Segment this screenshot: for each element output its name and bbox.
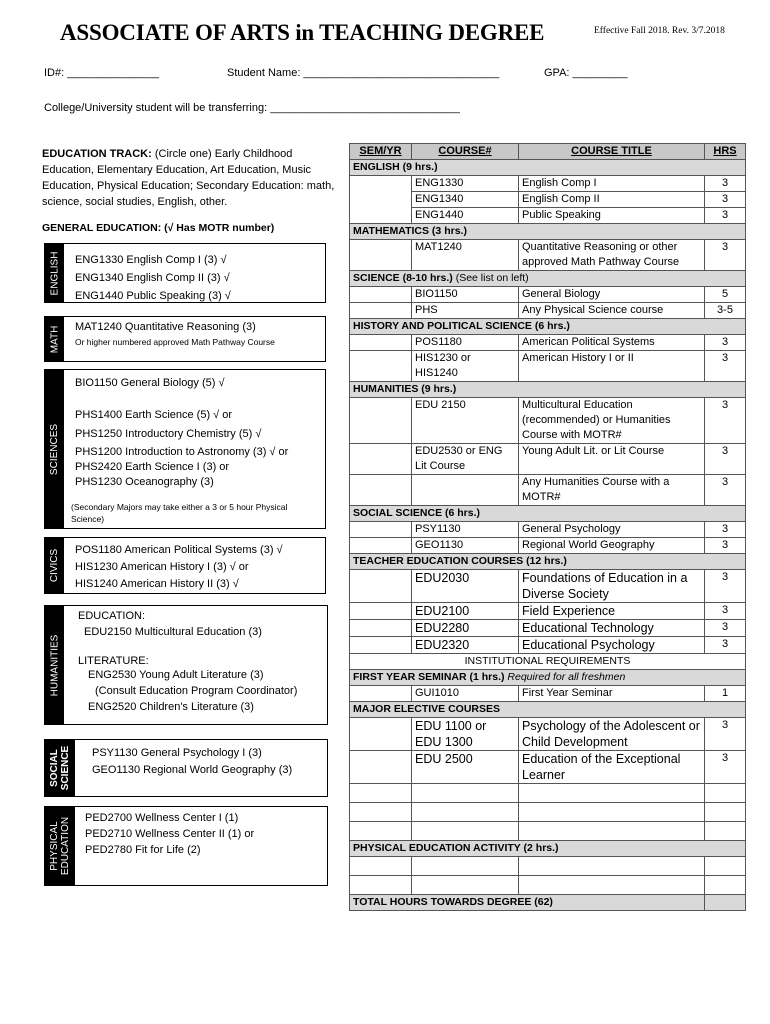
course-title: Foundations of Education in a Diverse Society bbox=[519, 570, 705, 603]
sem-yr-cell[interactable] bbox=[350, 718, 412, 751]
id-field-label: ID#: _______________ bbox=[44, 67, 159, 79]
sciences-course-2: PHS1400 Earth Science (5) √ or bbox=[75, 409, 233, 421]
header-hrs: HRS bbox=[705, 144, 746, 160]
course-num: EDU2280 bbox=[412, 620, 519, 637]
table-row bbox=[350, 570, 746, 603]
section-row bbox=[350, 224, 746, 240]
course-num: EDU2030 bbox=[412, 570, 519, 603]
education-track bbox=[42, 146, 342, 210]
course-title-cell[interactable] bbox=[519, 822, 705, 841]
sem-yr-cell[interactable] bbox=[350, 620, 412, 637]
sciences-note: (Secondary Majors may take either a 3 or 5 hour Physical Science) bbox=[71, 502, 288, 524]
course-title: General Psychology bbox=[519, 522, 705, 538]
physical-education-box bbox=[44, 806, 328, 886]
course-num: PSY1130 bbox=[412, 522, 519, 538]
civics-course-2: HIS1230 American History I (3) √ or bbox=[75, 561, 249, 573]
table-row bbox=[350, 287, 746, 303]
sciences-course-6: PHS1230 Oceanography (3) bbox=[75, 476, 214, 488]
english-course-3: ENG1440 Public Speaking (3) √ bbox=[75, 290, 231, 302]
course-title: Quantitative Reasoning or other approved Math Pathway Course bbox=[519, 240, 705, 271]
course-num: ENG1440 bbox=[412, 208, 519, 224]
course-hrs: 3 bbox=[705, 538, 746, 554]
table-row bbox=[350, 718, 746, 751]
course-title: First Year Seminar bbox=[519, 686, 705, 702]
total-hours-label: TOTAL HOURS TOWARDS DEGREE (62) bbox=[350, 895, 705, 911]
total-hours-cell[interactable] bbox=[705, 895, 746, 911]
section-social-science: SOCIAL SCIENCE (6 hrs.) bbox=[350, 506, 746, 522]
course-num: ENG1340 bbox=[412, 192, 519, 208]
table-row bbox=[350, 603, 746, 620]
course-num-cell[interactable] bbox=[412, 803, 519, 822]
course-title: Psychology of the Adolescent or Child Development bbox=[519, 718, 705, 751]
table-row bbox=[350, 538, 746, 554]
course-title: American History I or II bbox=[519, 351, 705, 382]
sem-yr-cell[interactable] bbox=[350, 857, 412, 876]
total-row bbox=[350, 895, 746, 911]
course-num: HIS1230 or HIS1240 bbox=[412, 351, 519, 382]
table-row bbox=[350, 803, 746, 822]
course-hrs-cell[interactable] bbox=[705, 784, 746, 803]
course-num bbox=[412, 475, 519, 506]
institutional-requirements: INSTITUTIONAL REQUIREMENTS bbox=[350, 654, 746, 670]
course-num: EDU 1100 or EDU 1300 bbox=[412, 718, 519, 751]
course-hrs: 3 bbox=[705, 570, 746, 603]
course-title: Young Adult Lit. or Lit Course bbox=[519, 444, 705, 475]
math-note: Or higher numbered approved Math Pathway Course bbox=[75, 337, 275, 347]
civics-box bbox=[44, 537, 326, 594]
table-row bbox=[350, 303, 746, 319]
table-row bbox=[350, 857, 746, 876]
course-title: Any Physical Science course bbox=[519, 303, 705, 319]
course-hrs: 3 bbox=[705, 176, 746, 192]
gpa-field-label: GPA: _________ bbox=[544, 67, 628, 79]
civics-side-label: CIVICS bbox=[45, 538, 64, 593]
humanities-side-label: HUMANITIES bbox=[45, 606, 64, 724]
course-title: Regional World Geography bbox=[519, 538, 705, 554]
course-table bbox=[349, 143, 746, 911]
civics-course-3: HIS1240 American History II (3) √ bbox=[75, 578, 239, 590]
section-english: ENGLISH (9 hrs.) bbox=[350, 160, 746, 176]
sem-yr-cell[interactable] bbox=[350, 398, 412, 444]
course-hrs: 3 bbox=[705, 335, 746, 351]
page-title: ASSOCIATE OF ARTS in TEACHING DEGREE bbox=[60, 20, 545, 45]
table-header-row bbox=[350, 144, 746, 160]
course-hrs: 3 bbox=[705, 718, 746, 751]
course-hrs: 3 bbox=[705, 240, 746, 271]
section-teacher-education: TEACHER EDUCATION COURSES (12 hrs.) bbox=[350, 554, 746, 570]
course-num: EDU 2150 bbox=[412, 398, 519, 444]
course-hrs: 3 bbox=[705, 620, 746, 637]
pe-course-3: PED2780 Fit for Life (2) bbox=[85, 844, 201, 856]
humanities-course-3: ENG2520 Children's Literature (3) bbox=[88, 701, 254, 713]
course-title-cell[interactable] bbox=[519, 803, 705, 822]
course-num: GEO1130 bbox=[412, 538, 519, 554]
sem-yr-cell[interactable] bbox=[350, 303, 412, 319]
sciences-course-3: PHS1250 Introductory Chemistry (5) √ bbox=[75, 428, 262, 440]
sem-yr-cell[interactable] bbox=[350, 570, 412, 603]
sem-yr-cell[interactable] bbox=[350, 603, 412, 620]
course-num: EDU2320 bbox=[412, 637, 519, 654]
course-hrs: 3 bbox=[705, 637, 746, 654]
section-major-elective: MAJOR ELECTIVE COURSES bbox=[350, 702, 746, 718]
course-num: MAT1240 bbox=[412, 240, 519, 271]
course-num-cell[interactable] bbox=[412, 857, 519, 876]
section-history: HISTORY AND POLITICAL SCIENCE (6 hrs.) bbox=[350, 319, 746, 335]
humanities-note: (Consult Education Program Coordinator) bbox=[95, 685, 298, 697]
transfer-field-label: College/University student will be transferring: _______________________________ bbox=[44, 102, 460, 114]
section-row bbox=[350, 841, 746, 857]
sem-yr-cell[interactable] bbox=[350, 803, 412, 822]
table-row bbox=[350, 176, 746, 192]
english-box bbox=[44, 243, 326, 303]
sciences-course-4: PHS1200 Introduction to Astronomy (3) √ or bbox=[75, 446, 289, 458]
sciences-box bbox=[44, 369, 326, 529]
course-hrs: 3 bbox=[705, 522, 746, 538]
sem-yr-cell[interactable] bbox=[350, 287, 412, 303]
section-physical-education: PHYSICAL EDUCATION ACTIVITY (2 hrs.) bbox=[350, 841, 746, 857]
course-hrs: 5 bbox=[705, 287, 746, 303]
section-row bbox=[350, 670, 746, 686]
english-course-1: ENG1330 English Comp I (3) √ bbox=[75, 254, 227, 266]
course-num: PHS bbox=[412, 303, 519, 319]
pe-course-1: PED2700 Wellness Center I (1) bbox=[85, 812, 239, 824]
section-row bbox=[350, 554, 746, 570]
table-row bbox=[350, 751, 746, 784]
course-title: Education of the Exceptional Learner bbox=[519, 751, 705, 784]
sem-yr-cell[interactable] bbox=[350, 176, 412, 224]
sem-yr-cell[interactable] bbox=[350, 475, 412, 506]
course-title-cell[interactable] bbox=[519, 857, 705, 876]
course-title-cell[interactable] bbox=[519, 784, 705, 803]
section-row bbox=[350, 382, 746, 398]
table-row bbox=[350, 876, 746, 895]
course-hrs: 3 bbox=[705, 444, 746, 475]
course-num-cell[interactable] bbox=[412, 876, 519, 895]
table-row bbox=[350, 822, 746, 841]
course-title: General Biology bbox=[519, 287, 705, 303]
social-course-2: GEO1130 Regional World Geography (3) bbox=[92, 764, 293, 776]
table-row bbox=[350, 398, 746, 444]
table-row bbox=[350, 686, 746, 702]
section-science: SCIENCE (8-10 hrs.) (See list on left) bbox=[350, 271, 746, 287]
sem-yr-cell[interactable] bbox=[350, 822, 412, 841]
sem-yr-cell[interactable] bbox=[350, 240, 412, 271]
table-row bbox=[350, 475, 746, 506]
civics-course-1: POS1180 American Political Systems (3) √ bbox=[75, 544, 283, 556]
course-num: EDU 2500 bbox=[412, 751, 519, 784]
table-row bbox=[350, 335, 746, 351]
english-side-label: ENGLISH bbox=[45, 244, 64, 302]
course-hrs: 3 bbox=[705, 475, 746, 506]
course-hrs: 3 bbox=[705, 192, 746, 208]
english-course-2: ENG1340 English Comp II (3) √ bbox=[75, 272, 230, 284]
course-title: English Comp I bbox=[519, 176, 705, 192]
effective-date: Effective Fall 2018. Rev. 3/7.2018 bbox=[594, 26, 725, 36]
table-row bbox=[350, 522, 746, 538]
table-row bbox=[350, 444, 746, 475]
sem-yr-cell[interactable] bbox=[350, 444, 412, 475]
sem-yr-cell[interactable] bbox=[350, 351, 412, 382]
course-title: Public Speaking bbox=[519, 208, 705, 224]
course-hrs-cell[interactable] bbox=[705, 822, 746, 841]
course-num: EDU2530 or ENG Lit Course bbox=[412, 444, 519, 475]
section-first-year-seminar: FIRST YEAR SEMINAR (1 hrs.) Required for all freshmen bbox=[350, 670, 746, 686]
social-course-1: PSY1130 General Psychology I (3) bbox=[92, 747, 262, 759]
section-row bbox=[350, 702, 746, 718]
humanities-box bbox=[44, 605, 328, 725]
sem-yr-cell[interactable] bbox=[350, 751, 412, 784]
sciences-side-label: SCIENCES bbox=[45, 370, 64, 528]
section-humanities: HUMANITIES (9 hrs.) bbox=[350, 382, 746, 398]
course-title: American Political Systems bbox=[519, 335, 705, 351]
course-hrs-cell[interactable] bbox=[705, 857, 746, 876]
table-row bbox=[350, 240, 746, 271]
course-num: BIO1150 bbox=[412, 287, 519, 303]
course-title: Any Humanities Course with a MOTR# bbox=[519, 475, 705, 506]
course-hrs: 3 bbox=[705, 603, 746, 620]
course-hrs: 1 bbox=[705, 686, 746, 702]
education-track-label: EDUCATION TRACK: bbox=[42, 148, 152, 160]
table-row bbox=[350, 784, 746, 803]
table-row bbox=[350, 637, 746, 654]
header-course-num: COURSE# bbox=[412, 144, 519, 160]
sem-yr-cell[interactable] bbox=[350, 784, 412, 803]
section-row bbox=[350, 160, 746, 176]
social-science-side-label: SOCIAL SCIENCE bbox=[45, 740, 75, 796]
general-education-label: GENERAL EDUCATION: (√ Has MOTR number) bbox=[42, 222, 275, 234]
course-title: Educational Technology bbox=[519, 620, 705, 637]
course-title: Educational Psychology bbox=[519, 637, 705, 654]
sem-yr-cell[interactable] bbox=[350, 522, 412, 538]
course-num: POS1180 bbox=[412, 335, 519, 351]
sem-yr-cell[interactable] bbox=[350, 637, 412, 654]
humanities-education-label: EDUCATION: bbox=[78, 610, 146, 622]
course-num-cell[interactable] bbox=[412, 822, 519, 841]
course-num: GUI1010 bbox=[412, 686, 519, 702]
header-sem-yr: SEM/YR bbox=[350, 144, 412, 160]
header-course-title: COURSE TITLE bbox=[519, 144, 705, 160]
course-num: EDU2100 bbox=[412, 603, 519, 620]
math-box bbox=[44, 316, 326, 362]
humanities-course-1: EDU2150 Multicultural Education (3) bbox=[84, 626, 262, 638]
section-math: MATHEMATICS (3 hrs.) bbox=[350, 224, 746, 240]
sem-yr-cell[interactable] bbox=[350, 335, 412, 351]
course-hrs: 3 bbox=[705, 751, 746, 784]
section-row bbox=[350, 271, 746, 287]
education-track-text: (Circle one) Early Childhood Education, Elementary Education, Art Education, Music Education, Physical Education; Secondary Education: math, science, social studies, English, other. bbox=[42, 148, 335, 208]
sem-yr-cell[interactable] bbox=[350, 686, 412, 702]
course-num: ENG1330 bbox=[412, 176, 519, 192]
course-hrs-cell[interactable] bbox=[705, 876, 746, 895]
sciences-course-5: PHS2420 Earth Science I (3) or bbox=[75, 461, 230, 473]
table-row bbox=[350, 620, 746, 637]
course-hrs: 3 bbox=[705, 351, 746, 382]
sciences-course-1: BIO1150 General Biology (5) √ bbox=[75, 377, 225, 389]
course-hrs: 3 bbox=[705, 208, 746, 224]
student-name-field-label: Student Name: ________________________________ bbox=[227, 67, 500, 79]
course-title: English Comp II bbox=[519, 192, 705, 208]
section-row bbox=[350, 319, 746, 335]
institutional-row bbox=[350, 654, 746, 670]
course-hrs: 3-5 bbox=[705, 303, 746, 319]
social-science-box bbox=[44, 739, 328, 797]
sem-yr-cell[interactable] bbox=[350, 876, 412, 895]
math-side-label: MATH bbox=[45, 317, 64, 361]
humanities-literature-label: LITERATURE: bbox=[78, 655, 149, 667]
course-title: Multicultural Education (recommended) or Humanities Course with MOTR# bbox=[519, 398, 705, 444]
course-title-cell[interactable] bbox=[519, 876, 705, 895]
physical-education-side-label: PHYSICAL EDUCATION bbox=[45, 807, 75, 885]
course-hrs: 3 bbox=[705, 398, 746, 444]
math-course-1: MAT1240 Quantitative Reasoning (3) bbox=[75, 321, 256, 333]
humanities-course-2: ENG2530 Young Adult Literature (3) bbox=[88, 669, 264, 681]
table-row bbox=[350, 351, 746, 382]
course-hrs-cell[interactable] bbox=[705, 803, 746, 822]
pe-course-2: PED2710 Wellness Center II (1) or bbox=[85, 828, 255, 840]
section-row bbox=[350, 506, 746, 522]
sem-yr-cell[interactable] bbox=[350, 538, 412, 554]
course-title: Field Experience bbox=[519, 603, 705, 620]
course-num-cell[interactable] bbox=[412, 784, 519, 803]
